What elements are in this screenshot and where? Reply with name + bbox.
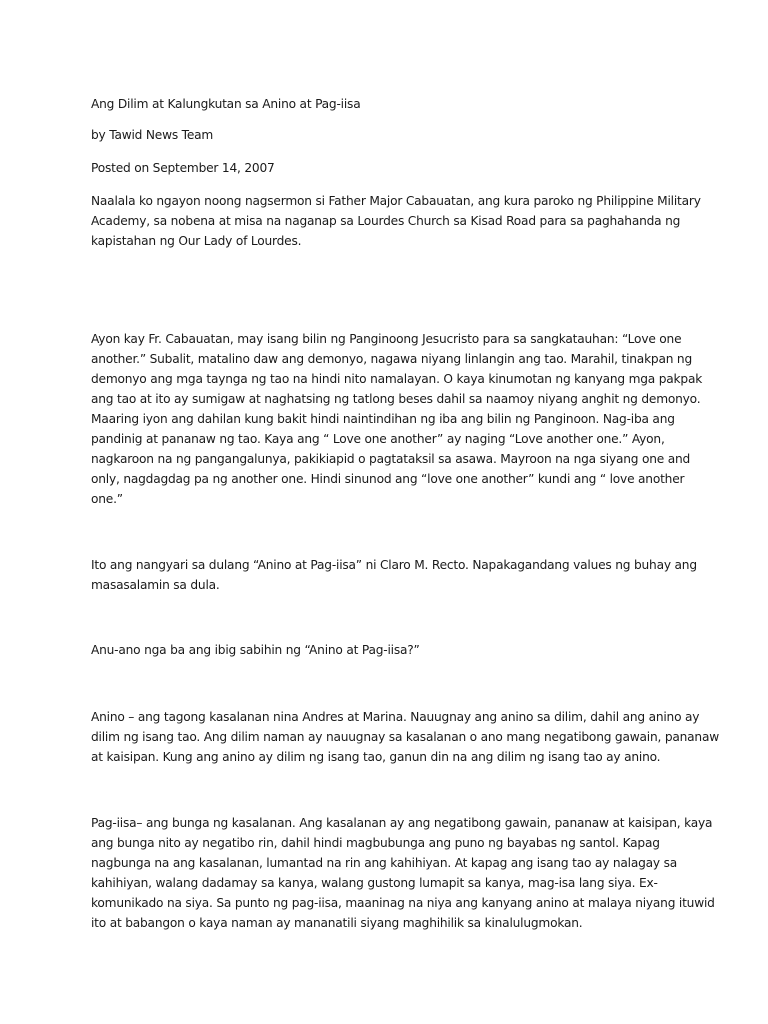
paragraph-line: Anu-ano nga ba ang ibig sabihin ng “Anino at Pag-iisa?” — [91, 643, 420, 657]
paragraph-line: Maaring iyon ang dahilan kung bakit hindi naintindihan ng iba ang bilin ng Panginoon. Nag-iba ang — [91, 412, 675, 426]
paragraph-line: Anino – ang tagong kasalanan nina Andres at Marina. Nauugnay ang anino sa dilim, dahil ang anino ay — [91, 710, 700, 724]
paragraph-line: at kaisipan. Kung ang anino ay dilim ng isang tao, ganun din na ang dilim ng isang tao ay anino. — [91, 750, 661, 764]
paragraph-line: komunikado na siya. Sa punto ng pag-iisa, maaninag na niya ang kanyang anino at malaya niyang ituwid — [91, 896, 715, 910]
paragraph-line: demonyo ang mga taynga ng tao na hindi nito namalayan. O kaya kinumotan ng kanyang mga pakpak — [91, 372, 703, 386]
paragraph-line: Naalala ko ngayon noong nagsermon si Father Major Cabauatan, ang kura paroko ng Philippine Military — [91, 194, 701, 208]
paragraph-line: pandinig at pananaw ng tao. Kaya ang “ Love one another” ay naging “Love another one.” Ayon, — [91, 432, 665, 446]
byline: by Tawid News Team — [91, 128, 214, 142]
paragraph-line: Ayon kay Fr. Cabauatan, may isang bilin ng Panginoong Jesucristo para sa sangkatauhan: “Love one — [91, 332, 682, 346]
posted-date: Posted on September 14, 2007 — [91, 161, 275, 175]
paragraph-line: ang tao at ito ay sumigaw at naghatsing ng tatlong beses dahil sa naamoy niyang anghit ng demonyo. — [91, 392, 701, 406]
paragraph-line: kapistahan ng Our Lady of Lourdes. — [91, 234, 302, 248]
paragraph-line: nagbunga na ang kasalanan, lumantad na rin ang kahihiyan. At kapag ang isang tao ay nalagay sa — [91, 856, 678, 870]
document-title: Ang Dilim at Kalungkutan sa Anino at Pag-iisa — [91, 97, 361, 111]
paragraph-line: dilim ng isang tao. Ang dilim naman ay nauugnay sa kasalanan o ano mang negatibong gawain, pananaw — [91, 730, 719, 744]
paragraph-line: masasalamin sa dula. — [91, 578, 220, 592]
paragraph-line: ang bunga nito ay negatibo rin, dahil hindi magbubunga ang puno ng bayabas ng santol. Kapag — [91, 836, 660, 850]
paragraph-line: Academy, sa nobena at misa na naganap sa Lourdes Church sa Kisad Road para sa paghahanda ng — [91, 214, 681, 228]
paragraph-line: one.” — [91, 492, 123, 506]
paragraph-line: Pag-iisa– ang bunga ng kasalanan. Ang kasalanan ay ang negatibong gawain, pananaw at kaisipan, kaya — [91, 816, 713, 830]
paragraph-line: another.” Subalit, matalino daw ang demonyo, nagawa niyang linlangin ang tao. Marahil, tinakpan ng — [91, 352, 692, 366]
paragraph-line: only, nagdagdag pa ng another one. Hindi sinunod ang “love one another” kundi ang “ love another — [91, 472, 685, 486]
paragraph-line: ito at babangon o kaya naman ay mananatili siyang maghihilik sa kinalulugmokan. — [91, 916, 583, 930]
paragraph-line: Ito ang nangyari sa dulang “Anino at Pag-iisa” ni Claro M. Recto. Napakagandang values ng buhay ang — [91, 558, 697, 572]
paragraph-line: nagkaroon na ng pangangalunya, pakikiapid o pagtataksil sa asawa. Mayroon na nga siyang one and — [91, 452, 691, 466]
paragraph-line: kahihiyan, walang dadamay sa kanya, walang gustong lumapit sa kanya, mag-isa lang siya. Ex- — [91, 876, 658, 890]
